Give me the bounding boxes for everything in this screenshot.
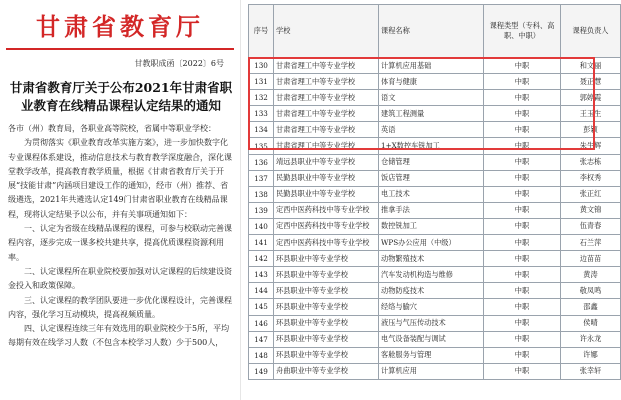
row-type: 中职 (484, 90, 561, 106)
row-school: 甘肃省理工中等专业学校 (274, 138, 379, 154)
row-lead: 王玉生 (561, 106, 621, 122)
row-school: 甘肃省理工中等专业学校 (274, 106, 379, 122)
paragraph-3: 二、认定课程所在职业院校要加强对认定课程的后续建设资金投入和政策保障。 (8, 266, 232, 291)
course-table (248, 4, 621, 380)
row-school: 环县职业中等专业学校 (274, 331, 379, 347)
red-divider (6, 48, 234, 50)
row-course: 电工技术 (379, 186, 484, 202)
row-type: 中职 (484, 235, 561, 251)
row-type: 中职 (484, 122, 561, 138)
table-header-row (249, 5, 621, 58)
row-school: 甘肃省理工中等专业学校 (274, 74, 379, 90)
header-course-type: 课程类型（专科、高职、中职） (484, 5, 561, 58)
paragraph-5: 四、认定课程连续三年有效选用的职业院校少于5所，平均每期有效在线学习人数（不包含本校学习人数）少于500人， (8, 324, 230, 348)
row-course: 液压与气压传动技术 (379, 315, 484, 331)
row-course: 仓储管理 (379, 154, 484, 170)
row-school: 民勤县职业中等专业学校 (274, 186, 379, 202)
row-school: 环县职业中等专业学校 (274, 267, 379, 283)
row-index: 147 (249, 331, 274, 347)
row-type: 中职 (484, 283, 561, 299)
row-lead: 许娜 (561, 347, 621, 363)
row-index: 148 (249, 347, 274, 363)
row-type: 中职 (484, 154, 561, 170)
row-type: 中职 (484, 251, 561, 267)
row-school: 环县职业中等专业学校 (274, 283, 379, 299)
row-type: 中职 (484, 106, 561, 122)
row-index: 138 (249, 186, 274, 202)
row-index: 137 (249, 170, 274, 186)
row-index: 141 (249, 235, 274, 251)
row-lead: 郭婷霞 (561, 90, 621, 106)
notice-body (8, 122, 234, 351)
row-lead: 黄文锦 (561, 202, 621, 218)
row-school: 靖远县职业中等专业学校 (274, 154, 379, 170)
row-course: 动物繁殖技术 (379, 251, 484, 267)
row-course: 计算机应用基础 (379, 58, 484, 74)
table-row (249, 138, 621, 154)
row-lead: 李权秀 (561, 170, 621, 186)
row-type: 中职 (484, 315, 561, 331)
row-type: 中职 (484, 267, 561, 283)
row-index: 146 (249, 315, 274, 331)
issuer-header: 甘肃省教育厅 (36, 13, 204, 41)
table-row (249, 202, 621, 218)
row-lead: 伍青春 (561, 218, 621, 234)
header-course: 课程名称 (379, 5, 484, 58)
row-course: 英语 (379, 122, 484, 138)
header-school: 学校 (274, 5, 379, 58)
header-index: 序号 (249, 5, 274, 58)
row-course: 数控铣加工 (379, 218, 484, 234)
row-index: 132 (249, 90, 274, 106)
row-type: 中职 (484, 331, 561, 347)
table-row (249, 267, 621, 283)
row-school: 定西中医药科技中等专业学校 (274, 202, 379, 218)
row-lead: 石兰萍 (561, 235, 621, 251)
table-row (249, 74, 621, 90)
notice-title: 甘肃省教育厅关于公布2021年甘肃省职业教育在线精品课程认定结果的通知 (9, 80, 233, 113)
table-row (249, 122, 621, 138)
row-type: 中职 (484, 218, 561, 234)
table-body (249, 58, 621, 380)
row-lead: 朱生辉 (561, 138, 621, 154)
row-lead: 张幸轩 (561, 363, 621, 379)
row-lead: 敬凤鸣 (561, 283, 621, 299)
row-school: 环县职业中等专业学校 (274, 315, 379, 331)
row-index: 136 (249, 154, 274, 170)
row-index: 140 (249, 218, 274, 234)
row-course: 推拿手法 (379, 202, 484, 218)
row-index: 139 (249, 202, 274, 218)
row-index: 133 (249, 106, 274, 122)
table-row (249, 90, 621, 106)
row-index: 142 (249, 251, 274, 267)
row-type: 中职 (484, 138, 561, 154)
row-course: 动物防疫技术 (379, 283, 484, 299)
row-type: 中职 (484, 170, 561, 186)
row-index: 135 (249, 138, 274, 154)
table-row (249, 363, 621, 379)
row-course: 饭店管理 (379, 170, 484, 186)
table-row (249, 186, 621, 202)
paragraph-2: 一、认定为省级在线精品课程的课程，可参与校联动完善课程内容，逐步完成一课多校共建共享，提高优质课程资源利用率。 (8, 224, 232, 262)
row-index: 145 (249, 299, 274, 315)
row-type: 中职 (484, 363, 561, 379)
row-type: 中职 (484, 58, 561, 74)
row-index: 130 (249, 58, 274, 74)
row-lead: 张志栋 (561, 154, 621, 170)
row-lead: 聂正慧 (561, 74, 621, 90)
row-lead: 许永龙 (561, 331, 621, 347)
row-course: 汽车发动机构造与维修 (379, 267, 484, 283)
table-row (249, 106, 621, 122)
row-school: 定西中医药科技中等专业学校 (274, 235, 379, 251)
table-row (249, 218, 621, 234)
row-course: 语文 (379, 90, 484, 106)
table-row (249, 283, 621, 299)
table-row (249, 235, 621, 251)
row-school: 环县职业中等专业学校 (274, 251, 379, 267)
row-index: 149 (249, 363, 274, 379)
row-course: 电气设备装配与调试 (379, 331, 484, 347)
row-type: 中职 (484, 74, 561, 90)
row-school: 环县职业中等专业学校 (274, 299, 379, 315)
row-lead: 侯晴 (561, 315, 621, 331)
row-type: 中职 (484, 299, 561, 315)
row-lead: 和文丽 (561, 58, 621, 74)
row-index: 131 (249, 74, 274, 90)
row-school: 舟曲职业中等专业学校 (274, 363, 379, 379)
table-row (249, 299, 621, 315)
row-index: 144 (249, 283, 274, 299)
row-course: 客舱服务与管理 (379, 347, 484, 363)
document-number: 甘教职成函〔2022〕6号 (134, 59, 224, 68)
page-separator (240, 0, 241, 400)
salutation: 各市（州）教育局，各职业高等院校，省属中等职业学校： (8, 124, 216, 133)
row-school: 民勤县职业中等专业学校 (274, 170, 379, 186)
row-school: 定西中医药科技中等专业学校 (274, 218, 379, 234)
row-school: 环县职业中等专业学校 (274, 347, 379, 363)
row-lead: 边苗苗 (561, 251, 621, 267)
row-index: 134 (249, 122, 274, 138)
row-lead: 邵鑫 (561, 299, 621, 315)
row-school: 甘肃省理工中等专业学校 (274, 58, 379, 74)
row-type: 中职 (484, 202, 561, 218)
table-row (249, 251, 621, 267)
course-table-panel (248, 4, 609, 394)
table-row (249, 315, 621, 331)
row-course: WPS办公应用（中级） (379, 235, 484, 251)
notice-document (0, 0, 240, 400)
row-lead: 彭颖 (561, 122, 621, 138)
row-school: 甘肃省理工中等专业学校 (274, 90, 379, 106)
table-row (249, 347, 621, 363)
row-course: 1+X数控车铣加工 (379, 138, 484, 154)
table-row (249, 170, 621, 186)
table-row (249, 154, 621, 170)
paragraph-4: 三、认定课程的教学团队要进一步优化课程设计，完善课程内容，强化学习互动模块，提高视频质量。 (8, 295, 232, 319)
row-type: 中职 (484, 186, 561, 202)
row-course: 体育与健康 (379, 74, 484, 90)
row-course: 建筑工程测量 (379, 106, 484, 122)
row-course: 计算机应用 (379, 363, 484, 379)
table-row (249, 58, 621, 74)
row-lead: 张正红 (561, 186, 621, 202)
row-course: 经络与腧穴 (379, 299, 484, 315)
table-row (249, 331, 621, 347)
row-index: 143 (249, 267, 274, 283)
row-school: 甘肃省理工中等专业学校 (274, 122, 379, 138)
row-type: 中职 (484, 347, 561, 363)
paragraph-1: 为贯彻落实《职业教育改革实施方案》，进一步加快数字化专业课程体系建设，推动信息技术与教育教学深度融合，深化课堂教学改革，提高教育教学质量，根据《甘肃省教育厅关于开展“技能甘肃”内涵项目建设工作的通知》，经市（州）推荐、省级遴选，2021年共遴选认定149门甘肃省职业教育在线精品课程，现将认定结果予以公布，并有关事项通知如下： (8, 138, 232, 219)
header-lead: 课程负责人 (561, 5, 621, 58)
row-lead: 黄涛 (561, 267, 621, 283)
